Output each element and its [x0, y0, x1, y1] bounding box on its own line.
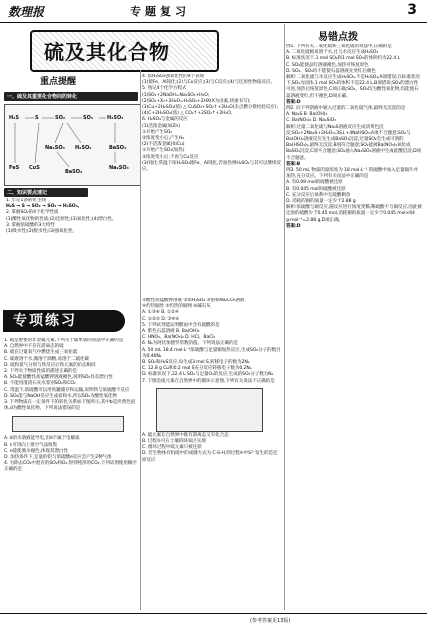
diagram-arrows — [5, 105, 140, 185]
column-divider — [140, 70, 141, 610]
section-bar-1: 一、硫及其重要化合物间的转化 — [4, 92, 138, 101]
option: C. 循环过程中硫元素只被还原 — [142, 445, 202, 451]
question-6: 6. Nₐ为阿伏加德罗常数的值。下列说法正确的是 — [142, 341, 238, 347]
error-examples — [286, 44, 422, 610]
option: D. 加热条件下,足量的铝与浓硫酸e反应会产生2种气体 — [4, 455, 112, 461]
node-fes: FeS — [9, 165, 20, 171]
special-practice-tab: 专项练习 — [3, 310, 125, 332]
option: B. 有0.045 mol的硫酸被还原 — [286, 186, 346, 192]
note-line: ②浓度变小后,不再与Cu反应 — [142, 154, 199, 160]
sulfur-cycle-diagram — [156, 388, 263, 432]
page-footer — [0, 613, 427, 626]
node-na2so3: Na₂SO₃ — [45, 145, 65, 151]
option: C. e能使澳水褪色,体现其漂白性 — [4, 448, 68, 454]
option: C. HNO₃、Ba(NO₃)₂ D. HCl、BaCl₂ — [142, 335, 216, 341]
note-line: ②浓度变小后,产生H₂ — [142, 136, 184, 142]
error-tips-heading: 易错点拨 — [318, 28, 358, 43]
option: C. 充分反应后体系中无硫酸剩余 — [286, 192, 351, 198]
option: A. 硫元素在自然界中既有游离态又有化合态 — [142, 432, 229, 438]
questions-middle — [142, 298, 282, 610]
node-h2so4: H₂SO₄ — [107, 115, 124, 121]
option: D. SO₂、SO₃均不能使石蕊溶液先变红后褪色 — [286, 68, 376, 74]
option: B. SO₂和H₂S反应,每生成3 mol S,转移电子的数为2Nₐ — [142, 360, 250, 366]
key-points-heading: 重点提醒 — [40, 74, 76, 87]
option: C. Ba(NO₃)₂ D. Na₂SiO₃ — [286, 118, 336, 124]
note-line: 4. 浓H₂SO₄强氧化性的4个表现 — [142, 74, 204, 79]
option: B. 不能用澄清石灰水鉴别SO₂和CO₂ — [4, 381, 76, 387]
question-3: 3. 下列物质在一定条件下的转化关系如下图所示,其中b是淡黄色固体,d为酸性氧化物。下列说法错误的是 — [4, 400, 136, 412]
note-line: 3. 掌握浓硫酸的3大特性 — [6, 222, 55, 228]
answer: 答案:D — [286, 99, 301, 105]
column-divider — [284, 24, 285, 610]
page-header — [0, 0, 427, 23]
q7-figure — [142, 385, 282, 433]
question-5: 5. 下列试剂能证明酸雨中含有硫酸的是 — [142, 322, 220, 328]
footer-note: (参考答案见13版) — [250, 618, 291, 624]
option: A. 二氧化硫极易溶于水,且与水反应生成H₂SO₄ — [286, 50, 379, 56]
option: C. 常温下,浓硫酸可以用铁罐储存和运输,说明铁与浓硫酸不反应 — [4, 387, 130, 393]
note-line: (1)SO₂+2NaOH=Na₂SO₃+H₂O; — [142, 92, 210, 98]
note-line: (3)钝化:常温下浓H₂SO₄使Fe、Al钝化,若加热则H₂SO₄与其可以继续反应。 — [142, 160, 281, 173]
notes-middle — [142, 74, 282, 274]
option: A. Na₂S B. Ba(OH)₂ — [286, 112, 328, 118]
analysis: 解析:浓硫酸与铜反应,随反应进行浓度变稀,稀硫酸不与铜反应,因此被还原的硫酸少于0.45 mol,消耗铜的质量一定少于0.045 mol×64 g·mol⁻¹=2.88 g,D项正确。 — [286, 205, 422, 223]
node-h2s: H₂S — [9, 115, 19, 121]
note-line: 6. H₂SO₄与金属的反应 — [142, 117, 188, 123]
note-line: (1)酸性氧化物的性质;(2)还原性;(3)氧化性;(4)漂白性。 — [6, 216, 117, 222]
note-line: (2)不活泼金属(如Cu) — [142, 142, 185, 148]
note-line: (1)吸水性;(2)脱水性;(3)强氧化性。 — [6, 229, 77, 235]
section-bar-2: 二、知识要点速记 — [4, 188, 88, 197]
option: D. 消耗的铜的质量一定少于2.88 g — [286, 199, 356, 205]
option: B. 标准状况下,1 mol SO₂和1 mol SO₃的体积约为22.4 L — [286, 56, 400, 62]
note-line: H₂S → S → SO₂ → SO₃ → H₂SO₄。 — [6, 204, 82, 210]
node-baso4: BaSO₄ — [109, 145, 127, 151]
conversion-diagram — [4, 104, 141, 186]
node-cus: CuS — [29, 165, 40, 171]
q3-figure — [4, 412, 138, 436]
option: D. 标准状况下,22.4 L SO₂与足量O₂的反应,生成的SO₃分子数为Nₐ — [142, 372, 274, 378]
option: C. SO₂能使品红溶液褪色,加热可恢复原色 — [286, 62, 369, 68]
option: A. 50 mL 18.4 mol·L⁻¹浓硫酸与足量铜加热反应,生成SO₂分子的数目为0.46Nₐ — [142, 347, 281, 359]
example-3: 例3. 50 mL 物质的量浓度为 18 mol·L⁻¹ 的硫酸中加入足量铜片并加热,充分反应。下列有关说法中正确的是 — [286, 168, 419, 180]
option: B. 过程⑤可在土壤的缺氧区实现 — [142, 439, 206, 445]
question-7: 7. 下图是硫元素在自然界中的循环示意图,下列有关说法不正确的是 — [142, 378, 275, 384]
node-na2so4: Na₂SO₄ — [109, 165, 129, 171]
option: ①酸性高锰酸钾溶液 ②浓H₂SO₄ ③饱和Na₂CO₃溶液 — [142, 298, 245, 303]
option: D. 若生物体有机硫中的成键方式为 C-S-H,则过程④中S²⁻发生的是还原反应 — [142, 451, 278, 463]
note-line: 1. 牢记1条转化主线 — [6, 198, 46, 203]
option: B. c可用向上排空气法收集 — [4, 442, 58, 448]
page-title: 硫及其化合物 — [44, 40, 170, 64]
analysis: 解析:二氧化硫与水反应生成H₂SO₃,不是H₂SO₄,A项错误;在标准状况下,SO₃为固体,1 mol SO₃的体积不是22.4 L,B项错误;SO₂的漂白性可逆,加热后恢复原色,C项正确;SO₂、SO₃均为酸性氧化物,均能使石蕊溶液变红,但不褪色,D项正确。 — [286, 75, 420, 99]
node-s: S — [35, 115, 39, 121]
brand-logo: 数理报 — [8, 5, 45, 19]
option: C. 12.8 g Cu和0.2 mol S充分反应转移电子数为0.2Nₐ — [142, 366, 252, 372]
node-h2so3: H₂SO₃ — [75, 145, 92, 151]
answer: 答案:B — [286, 161, 301, 167]
page-number: 3 — [407, 2, 417, 18]
answer: 答案:D — [286, 223, 301, 229]
note-line: (3)Cu+2H₂SO₄(浓) △ CuSO₄+SO₂↑+2H₂O(未点燃分批检验反应); — [142, 105, 278, 111]
key-notes — [6, 198, 138, 306]
note-line: 5. 熟记4个化学方程式 — [142, 86, 187, 92]
note-line: (1)活泼金属(如Zn) — [142, 123, 180, 129]
note-line: (4)C+2H₂SO₄(浓) △ CO₂↑+2SO₂↑+2H₂O。 — [142, 111, 236, 117]
node-baso3: BaSO₃ — [65, 169, 83, 175]
option: B. 硫在过量氧气中燃烧生成三氧化硫 — [4, 350, 78, 356]
section-title: 专题复习 — [130, 5, 190, 18]
note-line: 2. 掌握SO₂的4个化学性质 — [6, 210, 59, 216]
q3-diagram-box — [12, 416, 124, 432]
note-line: (2)SO₂+X₂+2H₂O=H₂SO₄+2HX(X为卤素,快速书写); — [142, 98, 251, 104]
option: D. 硫和氯气分别与铁反应后铁元素的价态相同 — [4, 362, 96, 368]
option: A. SO₂能使酸性高锰酸钾溶液褪色,说明SO₂具有漂白性 — [4, 375, 113, 381]
example-2: 例2. 向下列溶液中通入过量的二氧化硫气体,最终无沉淀的是 — [286, 106, 406, 112]
analysis: 解析:过量二氧化硫与Na₂S溶液反应生成淡黄色沉淀;SO₂+2Na₂S+2H₂O=3S↓+4NaHSO₃,A项不合题意;SO₂与Ba(OH)₂溶液反应先生成BaSO₃沉淀,过量SO₂会生成可溶的Ba(HSO₃)₂,最终无沉淀,B项符合题意;SO₂能被Ba(NO₃)₂氧化成BaSO₄沉淀,C项不合题意;SO₂通入Na₂SiO₃溶液中生成硅酸沉淀,D项不合题意。 — [286, 124, 422, 161]
note-line: (1)使Fe、Al钝化;(2)与Cu反应;(3)与C反应;(4)与还原性物质反应。 — [142, 80, 275, 86]
option: A. 有0.09 mol的硫酸被还原 — [286, 180, 343, 186]
option: ④灼热铜丝 ⑤灼热的铜网 ⑥碱石灰 — [142, 304, 211, 310]
option: A. ①③⑥ B. ①②④ — [142, 310, 179, 316]
option: A. 紫色石蕊溶液 B. Ba(OH)₂ — [142, 329, 200, 335]
question-1: 1. 硫是重要的非金属元素,下列关于硫单质的说法中正确的是 — [4, 338, 124, 343]
node-so2: SO₂ — [55, 115, 66, 121]
note-line: ①开始产生SO₂(加热) — [142, 148, 185, 154]
example-1: 例1. 下列有关二氧化硫和三氧化硫的说法中,正确的是 — [286, 44, 392, 49]
question-4: 4. 为除去CO₂中混有的SO₂和O₂,得到纯净的CO₂,下列试剂使用顺序正确的是 — [4, 461, 137, 473]
option: C. 硫难溶于水,微溶于酒精,易溶于二硫化碳 — [4, 356, 89, 362]
note-line: ①开始产生SO₂ — [142, 129, 173, 135]
option: A. d的水溶液能导电,但d不属于电解质 — [4, 436, 80, 442]
questions-left — [4, 338, 138, 610]
option: C. ①②⑤ D. ③④⑥ — [142, 316, 180, 322]
question-2: 2. 下列关于物质性质的描述正确的是 — [4, 369, 77, 375]
option: D. SO₂能与NaOH反应生成盐和水,所以SO₂为酸性氧化物 — [4, 393, 117, 399]
node-so3: SO₃ — [83, 115, 94, 121]
option: A. 自然界中不存在游离态的硫 — [4, 344, 64, 350]
